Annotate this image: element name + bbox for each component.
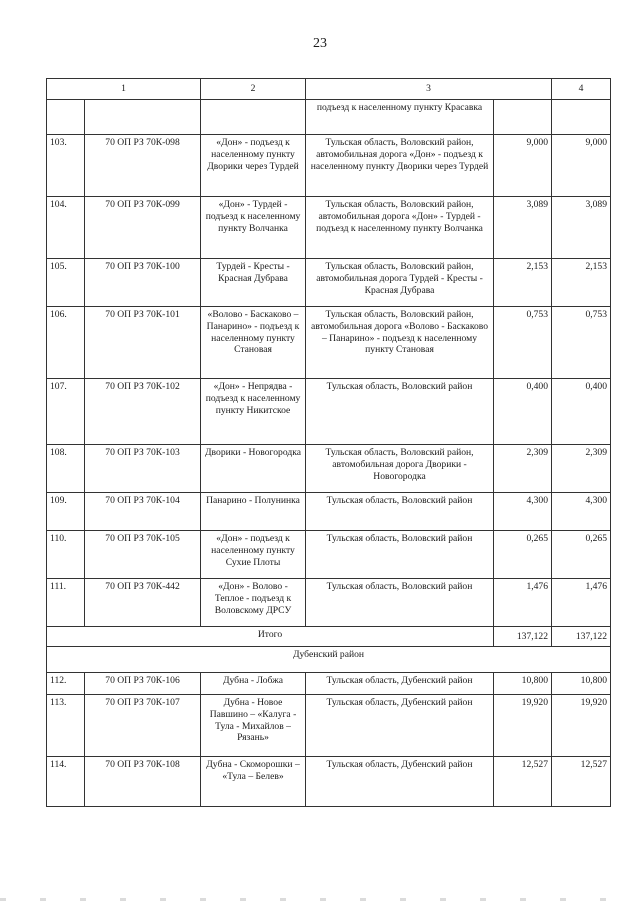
row-number: 114. [47, 757, 85, 807]
total-value: 137,122 [494, 627, 552, 647]
length-value-total: 1,476 [552, 579, 611, 627]
road-code: 70 ОП РЗ 70К-100 [85, 259, 201, 307]
road-location: Тульская область, Дубенский район [306, 757, 494, 807]
table-row [47, 445, 611, 493]
row-number: 103. [47, 135, 85, 197]
road-code: 70 ОП РЗ 70К-101 [85, 307, 201, 379]
road-location: Тульская область, Воловский район, автомобильная дорога «Дон» - подъезд к населенному пункту Дворики через Турдей [306, 135, 494, 197]
road-name: Дубна - Скоморошки – «Тула – Белев» [201, 757, 306, 807]
district-row [47, 647, 611, 673]
length-value: 0,400 [494, 379, 552, 445]
road-code: 70 ОП РЗ 70К-106 [85, 673, 201, 695]
header-row [47, 79, 611, 100]
road-location: Тульская область, Воловский район [306, 531, 494, 579]
road-location: Тульская область, Дубенский район [306, 695, 494, 757]
continuation-location: подъезд к населенному пункту Красавка [306, 100, 494, 135]
road-code: 70 ОП РЗ 70К-102 [85, 379, 201, 445]
length-value: 2,153 [494, 259, 552, 307]
table-row [47, 673, 611, 695]
road-location: Тульская область, Воловский район, автомобильная дорога Дворики - Новогородка [306, 445, 494, 493]
total-value-2: 137,122 [552, 627, 611, 647]
length-value: 0,753 [494, 307, 552, 379]
road-code: 70 ОП РЗ 70К-442 [85, 579, 201, 627]
length-value-total: 4,300 [552, 493, 611, 531]
header-col-3: 3 [306, 79, 552, 100]
total-row [47, 627, 611, 647]
road-name: Дворики - Новогородка [201, 445, 306, 493]
total-label: Итого [47, 627, 494, 647]
row-number: 111. [47, 579, 85, 627]
length-value-total: 19,920 [552, 695, 611, 757]
length-value: 1,476 [494, 579, 552, 627]
table-row [47, 531, 611, 579]
road-code: 70 ОП РЗ 70К-107 [85, 695, 201, 757]
length-value-total: 0,753 [552, 307, 611, 379]
length-value-total: 9,000 [552, 135, 611, 197]
row-number: 104. [47, 197, 85, 259]
road-name: «Дон» - Непрядва - подъезд к населенному пункту Никитское [201, 379, 306, 445]
row-number: 109. [47, 493, 85, 531]
road-name: «Дон» - Турдей - подъезд к населенному пункту Волчанка [201, 197, 306, 259]
district-heading: Дубенский район [47, 647, 611, 673]
road-name: «Дон» - Волово - Теплое - подъезд к Воловскому ДРСУ [201, 579, 306, 627]
length-value-total: 12,527 [552, 757, 611, 807]
road-code: 70 ОП РЗ 70К-099 [85, 197, 201, 259]
road-name: «Дон» - подъезд к населенному пункту Дворики через Турдей [201, 135, 306, 197]
table-row [47, 579, 611, 627]
header-col-2: 2 [201, 79, 306, 100]
road-name: «Волово - Баскаково – Панарино» - подъезд к населенному пункту Становая [201, 307, 306, 379]
length-value-total: 3,089 [552, 197, 611, 259]
scan-artifact [0, 898, 640, 901]
table-row [47, 197, 611, 259]
road-code: 70 ОП РЗ 70К-108 [85, 757, 201, 807]
continuation-row [47, 100, 611, 135]
length-value: 0,265 [494, 531, 552, 579]
row-number: 106. [47, 307, 85, 379]
table-row [47, 757, 611, 807]
row-number: 110. [47, 531, 85, 579]
road-name: Турдей - Кресты - Красная Дубрава [201, 259, 306, 307]
header-col-1: 1 [47, 79, 201, 100]
road-code: 70 ОП РЗ 70К-098 [85, 135, 201, 197]
road-name: Дубна - Новое Павшино – «Калуга - Тула - Михайлов – Рязань» [201, 695, 306, 757]
table-row [47, 307, 611, 379]
length-value: 19,920 [494, 695, 552, 757]
length-value-total: 0,400 [552, 379, 611, 445]
road-name: «Дон» - подъезд к населенному пункту Сухие Плоты [201, 531, 306, 579]
row-number: 105. [47, 259, 85, 307]
row-number: 107. [47, 379, 85, 445]
length-value: 9,000 [494, 135, 552, 197]
road-code: 70 ОП РЗ 70К-105 [85, 531, 201, 579]
roads-table [46, 78, 611, 807]
row-number: 113. [47, 695, 85, 757]
road-code: 70 ОП РЗ 70К-103 [85, 445, 201, 493]
table-row [47, 379, 611, 445]
length-value-total: 2,309 [552, 445, 611, 493]
road-location: Тульская область, Воловский район, автомобильная дорога Турдей - Кресты - Красная Дубрава [306, 259, 494, 307]
table-row [47, 135, 611, 197]
road-location: Тульская область, Воловский район [306, 579, 494, 627]
length-value: 3,089 [494, 197, 552, 259]
length-value: 12,527 [494, 757, 552, 807]
road-name: Дубна - Лобжа [201, 673, 306, 695]
road-location: Тульская область, Воловский район, автомобильная дорога «Волово - Баскаково – Панарино» - подъезд к населенному пункту Становая [306, 307, 494, 379]
row-number: 108. [47, 445, 85, 493]
table-row [47, 493, 611, 531]
page-number: 23 [313, 36, 327, 51]
table-row [47, 259, 611, 307]
length-value-total: 2,153 [552, 259, 611, 307]
header-col-4: 4 [552, 79, 611, 100]
road-location: Тульская область, Воловский район, автомобильная дорога «Дон» - Турдей - подъезд к населенному пункту Волчанка [306, 197, 494, 259]
length-value: 2,309 [494, 445, 552, 493]
road-name: Панарино - Полунинка [201, 493, 306, 531]
road-location: Тульская область, Воловский район [306, 379, 494, 445]
table-row [47, 695, 611, 757]
length-value-total: 10,800 [552, 673, 611, 695]
road-location: Тульская область, Воловский район [306, 493, 494, 531]
length-value-total: 0,265 [552, 531, 611, 579]
length-value: 10,800 [494, 673, 552, 695]
road-code: 70 ОП РЗ 70К-104 [85, 493, 201, 531]
length-value: 4,300 [494, 493, 552, 531]
row-number: 112. [47, 673, 85, 695]
road-location: Тульская область, Дубенский район [306, 673, 494, 695]
